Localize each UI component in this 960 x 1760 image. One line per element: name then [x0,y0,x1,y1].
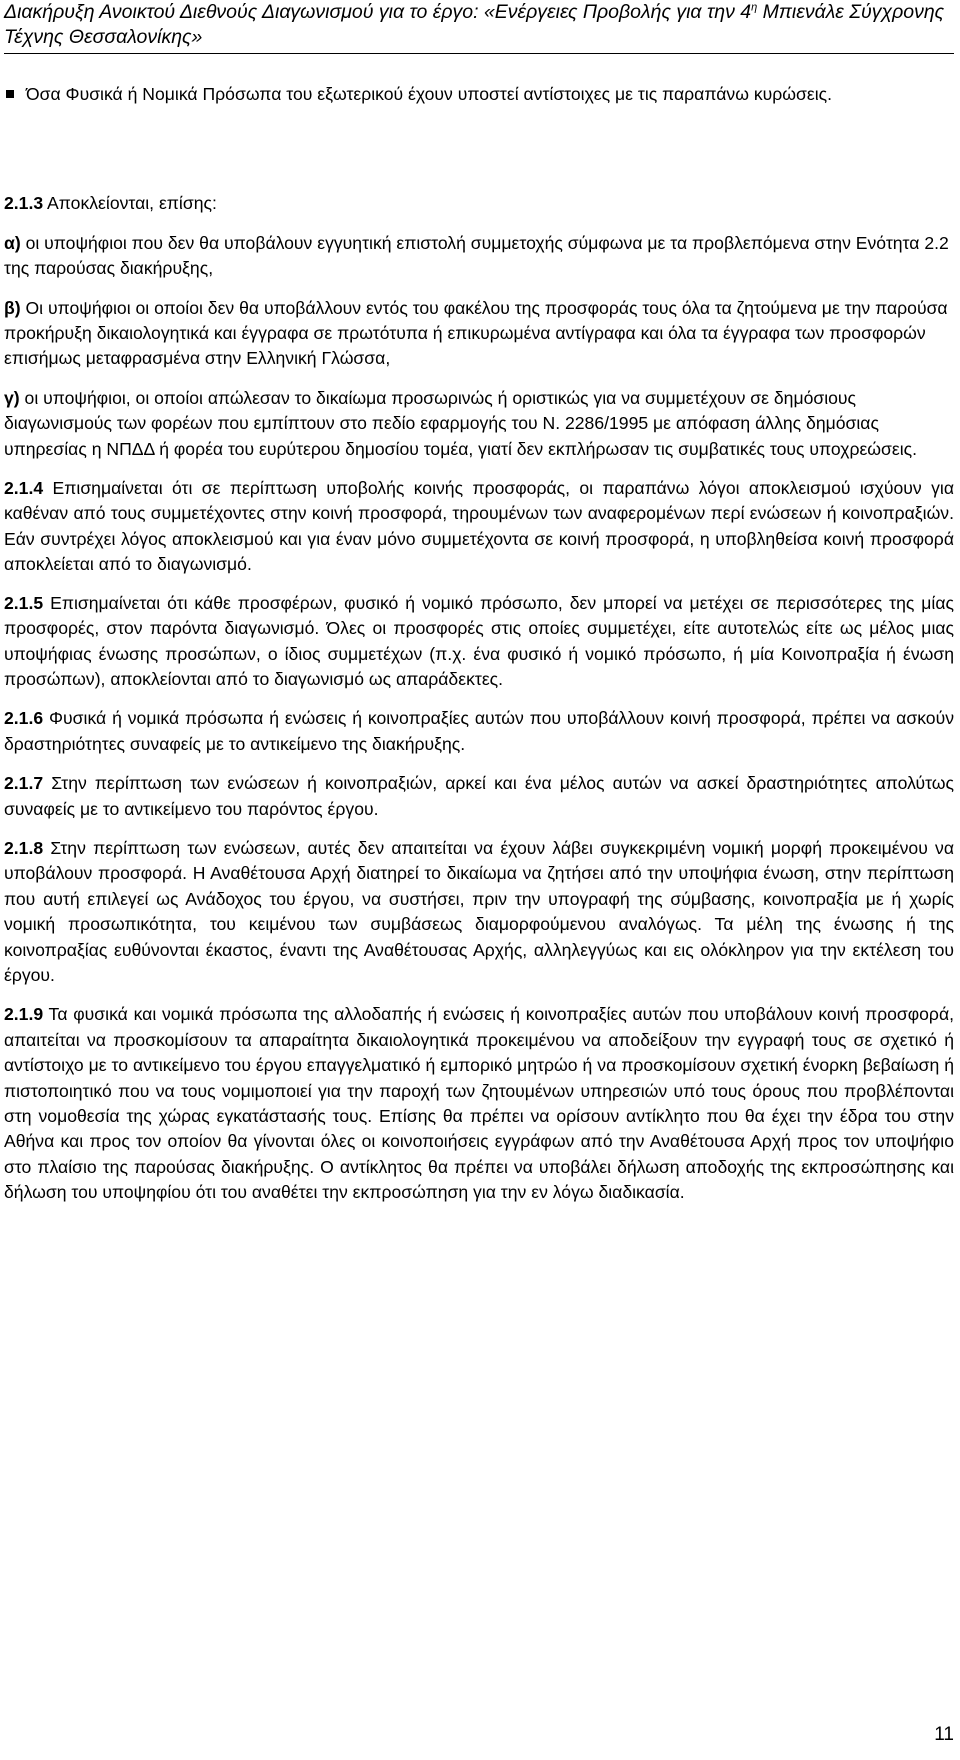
section-text: Στην περίπτωση των ενώσεων, αυτές δεν απαιτείται να έχουν λάβει συγκεκριμένη νομική μορφή προκειμένου να υποβάλουν προσφορά. Η Αναθέτουσα Αρχή διατηρεί το δικαίωμα να ζητήσει από την υποψήφια ένωση, στην περίπτωση που αυτή επιλεγεί ως Ανάδοχος του έργου, να συστήσει, πριν την υπογραφή της σύμβασης, κοινοπραξία με ή χωρίς νομική προσωπικότητα, του κειμένου των συμβάσεως διαμορφούμενου αναλόγως. Τα μέλη της ένωσης ή της κοινοπραξίας ευθύνονται έκαστος, έναντι της Αναθέτουσας Αρχής, αλληλεγγύως και εις ολόκληρον για την εκτέλεση του έργου. [4,837,954,985]
section-text: Επισημαίνεται ότι κάθε προσφέρων, φυσικό ή νομικό πρόσωπο, δεν μπορεί να μετέχει σε περισσότερες της μίας προσφορές, στον παρόντα διαγωνισμό. Όλες οι προσφορές στις οποίες συμμετέχει, είτε αυτοτελώς είτε ως μέλος μιας υποψήφιας ένωσης προσώπων, ο ίδιος συμμετέχων (π.χ. ένα φυσικό ή νομικό πρόσωπο, ή μία Κοινοπραξία ή ένωση προσώπων), αποκλείονται από το διαγωνισμό ως απαράδεκτες. [4,592,954,689]
section-2-1-4 [4,476,954,578]
header-superscript: η [751,1,758,14]
section-text: Φυσικά ή νομικά πρόσωπα ή ενώσεις ή κοινοπραξίες αυτών που υποβάλλουν κοινή προσφορά, πρέπει να ασκούν δραστηριότητες συναφείς με το αντικείμενο της διακήρυξης. [4,708,954,754]
section-2-1-5 [4,591,954,693]
section-number: 2.1.9 [4,1004,44,1025]
section-2-1-9 [4,1002,954,1205]
section-number: 2.1.7 [4,773,44,794]
header-title: Διακήρυξη Ανοικτού Διεθνούς Διαγωνισμού για το έργο: «Ενέργειες Προβολής για την 4 [4,1,752,23]
page-header [4,0,954,54]
section-number: 2.1.4 [4,478,44,499]
section-text: Τα φυσικά και νομικά πρόσωπα της αλλοδαπής ή ενώσεις ή κοινοπραξίες αυτών που υποβάλουν κοινή προσφορά, απαιτείται να προσκομίσουν τα απαραίτητα δικαιολογητικά προκειμένου να αποδείξουν την εγγραφή τους σε σχετικό ή αντίστοιχο με το αντικείμενο του έργου επαγγελματικό ή εμπορικό μητρώο ή να προσκομίσουν σχετική ένορκη βεβαίωση ή πιστοποιητικό που να τους νομιμοποιεί για την παροχή των ζητουμένων υπηρεσιών υπό τους όρους που προβλέπονται στη νομοθεσία της χώρας εγκατάστασής τους. Επίσης θα πρέπει να ορίσουν αντίκλητο που θα έχει την έδρα του στην Αθήνα και προς τον οποίον θα γίνονται όλες οι κοινοποιήσεις εγγράφων από την Αναθέτουσα Αρχή προς τον υποψήφιο στο πλαίσιο της παρούσας διακήρυξης. Ο αντίκλητος θα πρέπει να υποβάλει δήλωση αποδοχής της εκπροσώπησης και δήλωση του υποψηφίου ότι του αναθέτει την εκπροσώπηση για την εν λόγω διαδικασία. [4,1004,954,1203]
section-2-1-6 [4,706,954,757]
section-number: 2.1.8 [4,837,44,858]
clause-text: Οι υποψήφιοι οι οποίοι δεν θα υποβάλλουν εντός του φακέλου της προσφοράς τους όλα τα ζητούμενα με την παρούσα προκήρυξη δικαιολογητικά και έγγραφα σε πρωτότυπα ή επικυρωμένα αντίγραφα και όλα τα έγγραφα των προσφορών επισήμως μεταφρασμένα στην Ελληνική Γλώσσα, [4,297,948,369]
header-title-end: Μπιενάλε Σύγχρονης Τέχνης Θεσσαλονίκης» [4,1,945,48]
square-bullet-icon [6,90,14,98]
clause-label: β) [4,297,21,318]
clause-text: οι υποψήφιοι, οι οποίοι απώλεσαν το δικαίωμα προσωρινώς ή οριστικώς για να συμμετέχουν σε δημόσιους διαγωνισμούς των φορέων που εμπίπτουν στο πεδίο εφαρμογής του Ν. 2286/1995 με απόφαση άλλης δημόσιας υπηρεσίας η ΝΠΔΔ ή φορέα του ευρύτερου δημοσίου τομέα, γιατί δεν εκπλήρωσαν τις συμβατικές τους υποχρεώσεις. [4,387,918,459]
section-text: Αποκλείονται, επίσης: [43,193,217,214]
section-number: 2.1.5 [4,592,44,613]
clause-alpha [4,231,954,282]
section-text: Στην περίπτωση των ενώσεων ή κοινοπραξιών, αρκεί και ένα μέλος αυτών να ασκεί δραστηριότητες απολύτως συναφείς με το αντικείμενο του παρόντος έργου. [4,773,954,819]
clause-label: α) [4,232,21,253]
section-2-1-3 [4,191,954,216]
page-number: 11 [934,1724,954,1745]
section-2-1-7 [4,771,954,822]
section-number: 2.1.3 [4,193,44,214]
bullet-item [4,82,954,107]
clause-label: γ) [4,387,20,408]
section-2-1-8 [4,836,954,988]
clause-text: οι υποψήφιοι που δεν θα υποβάλουν εγγυητική επιστολή συμμετοχής σύμφωνα με τα προβλεπόμενα στην Ενότητα 2.2 της παρούσας διακήρυξης, [4,232,949,279]
document-body [4,82,954,1206]
bullet-text: Όσα Φυσικά ή Νομικά Πρόσωπα του εξωτερικού έχουν υποστεί αντίστοιχες με τις παραπάνω κυρώσεις. [26,84,832,104]
section-text: Επισημαίνεται ότι σε περίπτωση υποβολής κοινής προσφοράς, οι παραπάνω λόγοι αποκλεισμού ισχύουν για καθέναν από τους συμμετέχοντες στην κοινή προσφορά, τηρουμένων των αναφερομένων περί ενώσεων ή κοινοπραξιών. Εάν συντρέχει λόγος αποκλεισμού και για έναν μόνο συμμετέχοντα σε κοινή προσφορά, η υποβληθείσα κοινή προσφορά αποκλείεται από το διαγωνισμό. [4,478,954,575]
clause-beta [4,296,954,372]
section-number: 2.1.6 [4,708,44,729]
clause-gamma [4,386,954,462]
